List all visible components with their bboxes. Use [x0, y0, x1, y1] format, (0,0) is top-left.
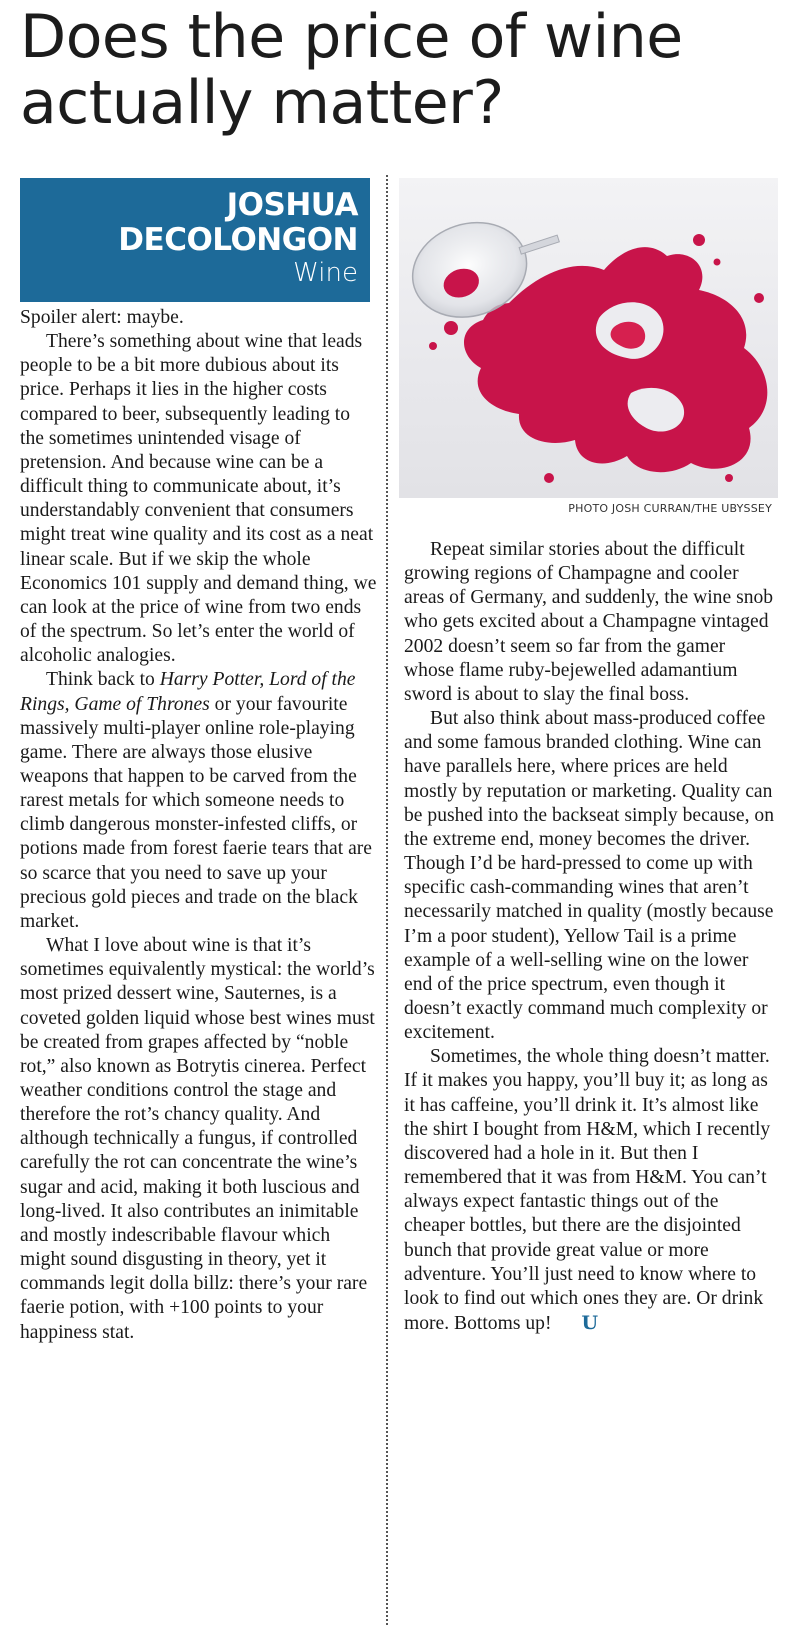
wine-drop: [725, 474, 733, 482]
wine-drop: [754, 293, 764, 303]
ubyssey-end-mark-icon: U: [581, 1312, 599, 1334]
paragraph-rest: or your favourite massively multi-player online role-playing game. There are always those elusive weapons that happen to be carved from the rarest metals for which someone needs to climb dangerous monster-infested cliffs, or potions made from forest faerie tears that are so scarce that you need to save up your precious gold pieces and trade on the black market.: [20, 693, 372, 932]
photo-credit: PHOTO JOSH CURRAN/THE UBYSSEY: [568, 502, 772, 515]
wine-drop: [544, 473, 554, 483]
author-first-name: JOSHUA: [226, 187, 358, 223]
italic-titles: Harry Potter, Lord of the Rings, Game of Thrones: [20, 669, 356, 715]
byline-box: [20, 178, 370, 302]
author-last-name: DECOLONGON: [118, 222, 358, 258]
column-divider: [386, 175, 388, 1625]
article-paragraph: There’s something about wine that leads people to be a bit more dubious about its price. Perhaps it lies in the higher costs compared to beer, subsequently leading to the sometimes unintended visage of pretension. And because wine can be a difficult thing to communicate about, it’s understandably convenient that consumers might treat wine quality and its cost as a neat linear scale. But if we skip the whole Economics 101 supply and demand thing, we can look at the price of wine from two ends of the spectrum. So let’s enter the world of alcoholic analogies.: [20, 331, 377, 667]
spilled-wine-illustration: [399, 178, 778, 498]
headline: Does the price of wine actually matter?: [20, 2, 683, 138]
article-paragraph: Repeat similar stories about the difficult growing regions of Champagne and cooler areas of Germany, and suddenly, the wine snob who gets excited about a Champagne vintaged 2002 doesn’t seem so far from the gamer whose flame ruby-bejewelled adamantium sword is about to slay the final boss.: [404, 539, 774, 705]
article-paragraph: [404, 1045, 778, 1336]
article-photo: [399, 178, 778, 498]
article-paragraph: [20, 668, 378, 934]
section-label: Wine: [293, 258, 358, 288]
wine-drop: [714, 259, 721, 266]
article-column-left: [20, 306, 378, 1345]
article-column-right: [404, 538, 778, 1336]
wine-drop: [429, 342, 437, 350]
paragraph-lead: Think back to: [46, 669, 160, 691]
article-paragraph: But also think about mass-produced coffee and some famous branded clothing. Wine can have parallels here, where prices are held mostly by reputation or marketing. Quality can be pushed into the backseat simply because, on the extreme end, money becomes the driver. Though I’d be hard-pressed to come up with specific cash-commanding wines that aren’t necessarily matched in quality (mostly because I’m a poor student), Yellow Tail is a prime example of a well-selling wine on the lower end of the price spectrum, even though it doesn’t exactly command much complexity or excitement.: [404, 708, 775, 1044]
article-paragraph: What I love about wine is that it’s sometimes equivalently mystical: the world’s most prized dessert wine, Sauternes, is a coveted golden liquid whose best wines must be created from grapes affected by “noble rot,” also known as Botrytis cinerea. Perfect weather conditions control the stage and therefore the rot’s chancy quality. And although technically a fungus, if controlled carefully the rot can concentrate the wine’s sugar and acid, making it both luscious and long-lived. It also contributes an inimitable and mostly indescribable flavour which might sound disgusting in theory, yet it commands legit dolla billz: there’s your rare faerie potion, with +100 points to your happiness stat.: [20, 935, 375, 1343]
wine-drop: [444, 321, 458, 335]
paragraph-text: Sometimes, the whole thing doesn’t matter. If it makes you happy, you’ll buy it; as long as it has caffeine, you’ll drink it. It’s almost like the shirt I bought from H&M, which I recently discovered had a hole in it. But then I remembered that it was from H&M. You can’t always expect fantastic things out of the cheaper bottles, but there are the disjointed bunch that provide great value or more adventure. You’ll just need to know where to look to find out which ones they are. Or drink more. Bottoms up!: [404, 1046, 771, 1334]
article-paragraph: Spoiler alert: maybe.: [20, 307, 184, 328]
wine-drop: [693, 234, 705, 246]
